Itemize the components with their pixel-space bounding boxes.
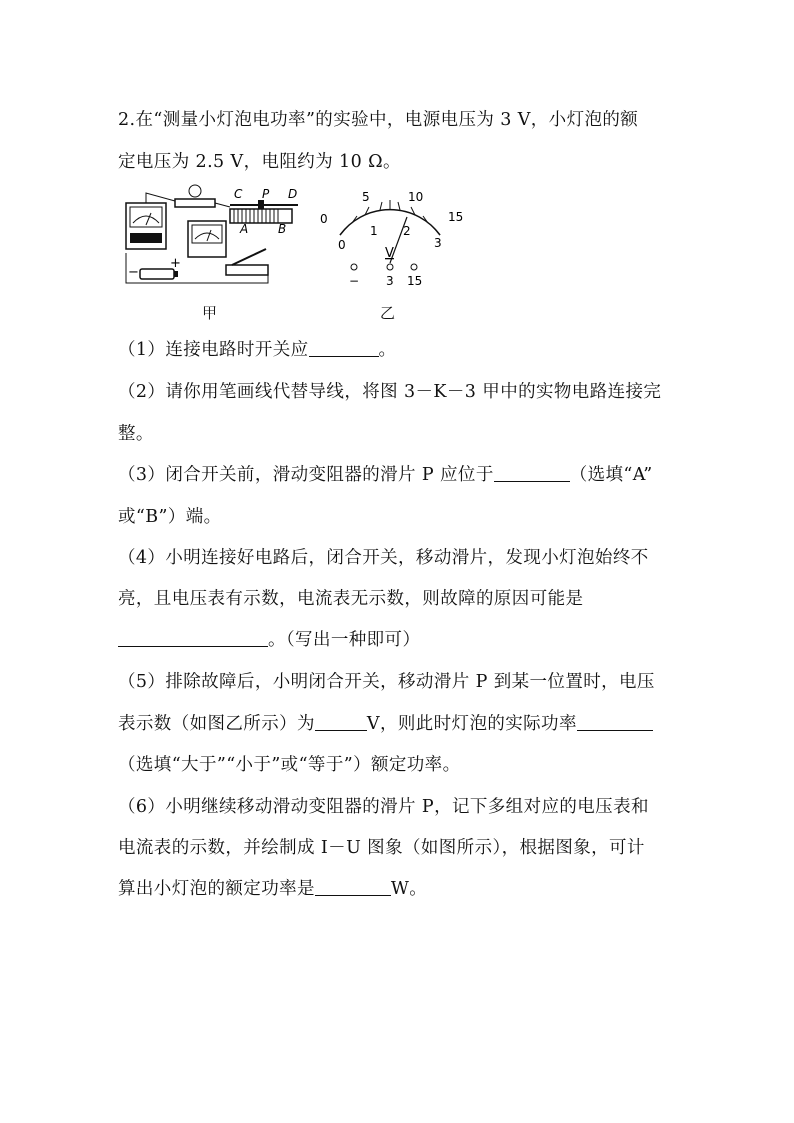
problem-intro-line1: 2.在“测量小灯泡电功率”的实验中，电源电压为 3 V，小灯泡的额	[118, 110, 639, 130]
question-4-line3	[118, 628, 420, 652]
scale-top-5: 5	[362, 190, 370, 204]
q5-text-mid: V，则此时灯泡的实际功率	[366, 714, 577, 734]
q6-text-end: W。	[390, 879, 428, 899]
terminal-minus	[351, 264, 357, 270]
question-4-line2: 亮，且电压表有示数，电流表无示数，则故障的原因可能是	[118, 589, 584, 609]
scale-top-0: 0	[320, 212, 328, 226]
question-5-line3: （选填“大于”“小于”或“等于”）额定功率。	[118, 755, 461, 775]
ammeter-icon	[126, 203, 166, 249]
terminal-label-3: 3	[386, 274, 394, 288]
voltmeter-icon	[188, 221, 226, 257]
switch-icon	[226, 249, 268, 275]
scale-bottom-0: 0	[338, 238, 346, 252]
rheostat-label-a: A	[240, 222, 249, 236]
rheostat-icon	[230, 200, 298, 223]
question-5-line2	[118, 712, 653, 736]
question-5-line1: （5）排除故障后，小明闭合开关，移动滑片 P 到某一位置时，电压	[118, 672, 655, 692]
question-2-line2: 整。	[118, 424, 154, 444]
terminal-3	[387, 264, 393, 270]
question-6-line3	[118, 877, 427, 901]
scale-bottom-1: 1	[370, 224, 378, 238]
battery-minus-label: −	[128, 265, 139, 280]
question-1	[118, 338, 396, 362]
lamp-icon	[175, 185, 215, 207]
q5-voltage-blank[interactable]	[315, 712, 367, 731]
q3-text-end: （选填“A”	[569, 465, 653, 485]
q1-answer-blank[interactable]	[309, 338, 379, 357]
circuit-figure	[118, 183, 308, 293]
rheostat-label-b: B	[278, 222, 287, 236]
problem-intro-line2: 定电压为 2.5 V，电阻约为 10 Ω。	[118, 152, 401, 172]
figure-caption-right: 乙	[380, 304, 396, 322]
figure-caption-left: 甲	[202, 304, 218, 322]
q1-text-end: 。	[378, 340, 397, 360]
scale-bottom-3: 3	[434, 236, 442, 250]
question-3-line2: 或“B”）端。	[118, 507, 222, 527]
question-4-line1: （4）小明连接好电路后，闭合开关，移动滑片，发现小灯泡始终不	[118, 548, 649, 568]
question-3	[118, 463, 653, 487]
q4-answer-blank[interactable]	[118, 628, 268, 647]
q3-answer-blank[interactable]	[494, 463, 570, 482]
rheostat-label-d: D	[288, 187, 298, 201]
question-2-line1: （2）请你用笔画线代替导线，将图 3－K－3 甲中的实物电路连接完	[118, 382, 662, 402]
meter-unit-label: V	[385, 246, 394, 261]
q3-text: （3）闭合开关前，滑动变阻器的滑片 P 应位于	[118, 465, 494, 485]
question-6-line2: 电流表的示数，并绘制成 I－U 图象（如图所示），根据图象，可计	[118, 838, 645, 858]
rheostat-label-c: C	[234, 187, 243, 201]
battery-plus-label: +	[170, 256, 181, 271]
scale-top-10: 10	[408, 190, 424, 204]
terminal-15	[411, 264, 417, 270]
rheostat-label-p: P	[262, 187, 270, 201]
question-6-line1: （6）小明继续移动滑动变阻器的滑片 P，记下多组对应的电压表和	[118, 797, 649, 817]
q6-text: 算出小灯泡的额定功率是	[118, 879, 315, 899]
q6-answer-blank[interactable]	[315, 877, 391, 896]
q5-text: 表示数（如图乙所示）为	[118, 714, 315, 734]
q4-text-end: 。（写出一种即可）	[268, 630, 421, 650]
terminal-label-15: 15	[407, 274, 423, 288]
q1-text: （1）连接电路时开关应	[118, 340, 309, 360]
scale-bottom-2: 2	[403, 224, 411, 238]
scale-top-15: 15	[448, 210, 464, 224]
voltmeter-dial-figure	[310, 183, 470, 293]
q5-power-blank[interactable]	[577, 712, 653, 731]
terminal-label-minus: −	[349, 274, 360, 288]
